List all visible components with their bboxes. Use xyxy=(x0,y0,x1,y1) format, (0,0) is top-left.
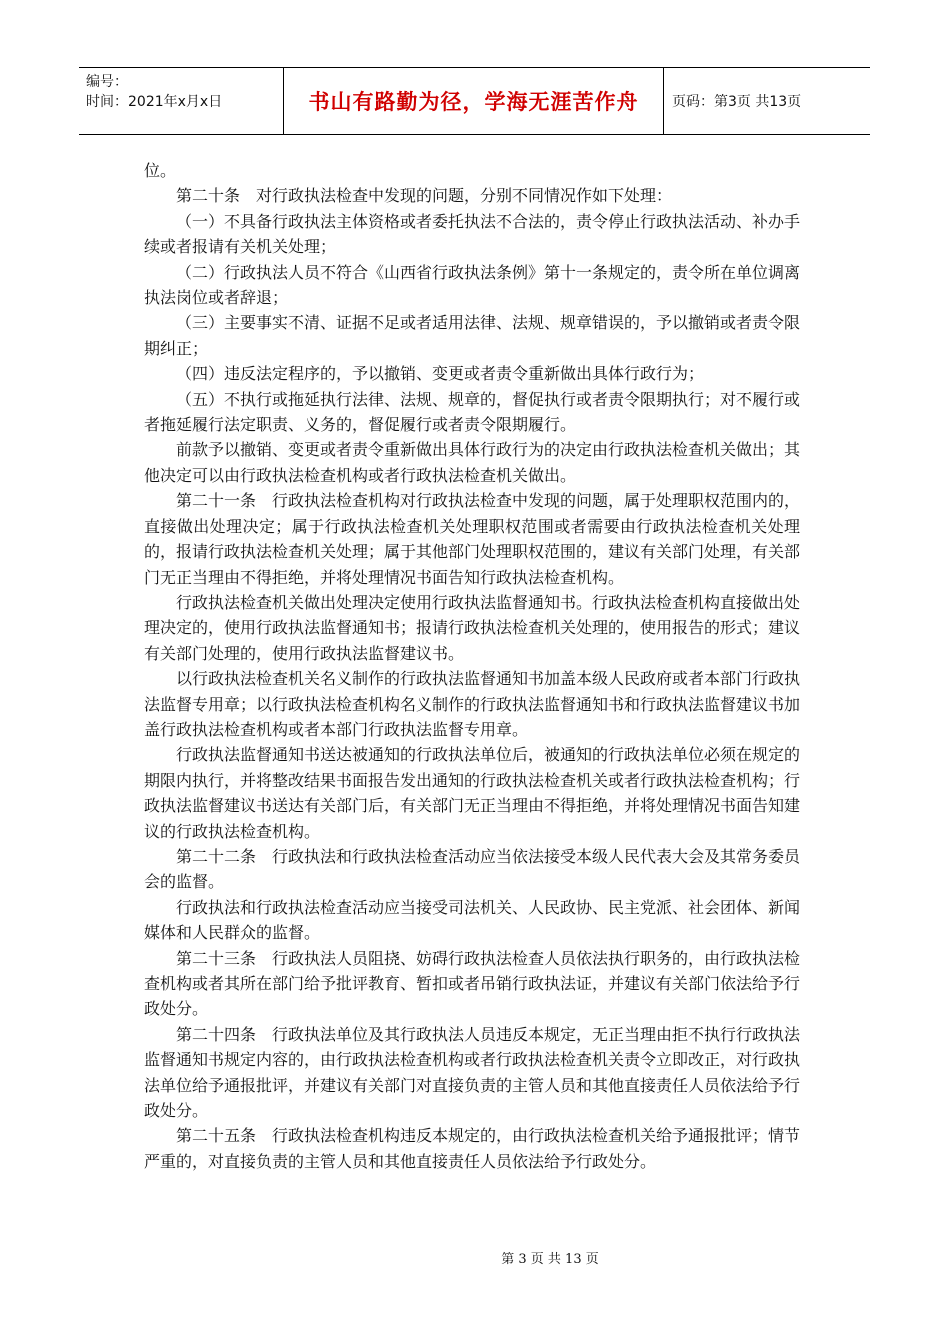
page-info: 页码：第3页 共13页 xyxy=(672,94,802,110)
header-motto-cell xyxy=(284,68,664,134)
header-meta xyxy=(79,68,284,134)
article-22: 第二十二条 行政执法和行政执法检查活动应当依法接受本级人民代表大会及其常务委员会的监督。 xyxy=(144,846,801,892)
time-label: 时间：2021年x月x日 xyxy=(86,94,223,110)
number-label: 编号： xyxy=(86,74,128,90)
article-23: 第二十三条 行政执法人员阻挠、妨碍行政执法检查人员依法执行职务的，由行政执法检查机构或者其所在部门给予批评教育、暂扣或者吊销行政执法证，并建议有关部门依法给予行政处分。 xyxy=(144,948,801,1019)
header-page-info-cell xyxy=(664,68,870,134)
article-21: 第二十一条 行政执法检查机构对行政执法检查中发现的问题，属于处理职权范围内的，直接做出处理决定；属于行政执法检查机关处理职权范围或者需要由行政执法检查机关处理的，报请行政执法检查机关处理；属于其他部门处理职权范围的，建议有关部门处理，有关部门无正当理由不得拒绝，并将处理情况书面告知行政执法检查机构。 xyxy=(144,491,801,587)
article-24: 第二十四条 行政执法单位及其行政执法人员违反本规定，无正当理由拒不执行行政执法监督通知书规定内容的，由行政执法检查机构或者行政执法检查机关责令立即改正，对行政执法单位给予通报批评，并建议有关部门对直接负责的主管人员和其他直接责任人员依法给予行政处分。 xyxy=(144,1024,801,1121)
document-body xyxy=(144,158,800,1174)
paragraph: 行政执法监督通知书送达被通知的行政执法单位后，被通知的行政执法单位必须在规定的期限内执行，并将整改结果书面报告发出通知的行政执法检查机关或者行政执法检查机构；行政执法监督建议书送达有关部门后，有关部门无正当理由不得拒绝，并将处理情况书面告知建议的行政执法检查机构。 xyxy=(144,745,801,841)
paragraph: （三）主要事实不清、证据不足或者适用法律、法规、规章错误的，予以撤销或者责令限期纠正； xyxy=(144,313,801,358)
paragraph: （一）不具备行政执法主体资格或者委托执法不合法的，责令停止行政执法活动、补办手续或者报请有关机关处理； xyxy=(144,211,801,257)
footer-page-number: 第 3 页 共 13 页 xyxy=(501,1252,599,1267)
paragraph: 行政执法和行政执法检查活动应当接受司法机关、人民政协、民主党派、社会团体、新闻媒体和人民群众的监督。 xyxy=(144,897,801,943)
paragraph: （五）不执行或拖延执行法律、法规、规章的，督促执行或者责令限期执行；对不履行或者拖延履行法定职责、义务的，督促履行或者责令限期履行。 xyxy=(144,389,801,435)
paragraph: 以行政执法检查机关名义制作的行政执法监督通知书加盖本级人民政府或者本部门行政执法监督专用章；以行政执法检查机构名义制作的行政执法监督通知书和行政执法监督建议书加盖行政执法检查机构或者本部门行政执法监督专用章。 xyxy=(144,669,801,739)
article-25: 第二十五条 行政执法检查机构违反本规定的，由行政执法检查机关给予通报批评；情节严重的，对直接负责的主管人员和其他直接责任人员依法给予行政处分。 xyxy=(144,1126,801,1171)
page-footer xyxy=(0,1248,950,1267)
paragraph: 行政执法检查机关做出处理决定使用行政执法监督通知书。行政执法检查机构直接做出处理决定的，使用行政执法监督通知书；报请行政执法检查机关处理的，使用报告的形式；建议有关部门处理的，使用行政执法监督建议书。 xyxy=(144,592,801,663)
paragraph: （四）违反法定程序的，予以撤销、变更或者责令重新做出具体行政行为； xyxy=(176,364,705,384)
paragraph: 前款予以撤销、变更或者责令重新做出具体行政行为的决定由行政执法检查机关做出；其他决定可以由行政执法检查机构或者行政执法检查机关做出。 xyxy=(144,440,801,485)
article-20: 第二十条 对行政执法检查中发现的问题，分别不同情况作如下处理： xyxy=(176,186,673,206)
motto-text: 书山有路勤为径，学海无涯苦作舟 xyxy=(308,90,639,114)
paragraph: （二）行政执法人员不符合《山西省行政执法条例》第十一条规定的，责令所在单位调离执法岗位或者辞退； xyxy=(144,262,801,308)
page-header xyxy=(79,67,870,135)
paragraph: 位。 xyxy=(144,161,177,180)
